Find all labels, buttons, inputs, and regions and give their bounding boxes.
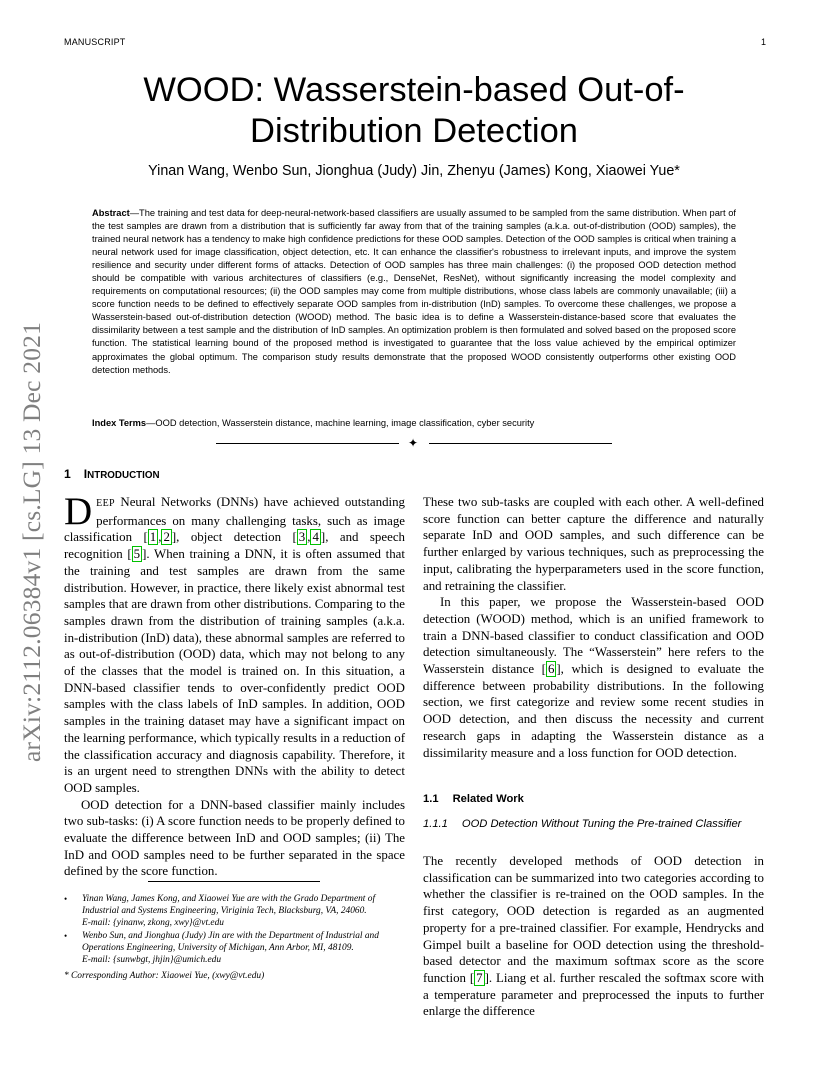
running-header: MANUSCRIPT [64, 37, 126, 47]
right-column-top [423, 494, 764, 761]
bullet-icon: • [64, 931, 68, 942]
footnote-corresponding-author: * Corresponding Author: Xiaowei Yue, (xwy@vt.edu) [64, 970, 265, 981]
section-title-rest: NTRODUCTION [87, 470, 160, 481]
citation-link[interactable]: 3 [298, 530, 306, 545]
subsection-heading-related-work [423, 793, 524, 805]
footnote-email: E-mail: {yinanw, zkong, xwy}@vt.edu [82, 917, 224, 928]
drop-cap-continuation: EEP [96, 498, 115, 509]
divider-rule-right [429, 443, 612, 444]
citation-link[interactable]: 1 [149, 530, 157, 545]
abstract-text: —The training and test data for deep-neural-network-based classifiers are usually assumed to be sampled from the same distribution. When part of the test samples are drawn from a distribution that is sufficiently far away from that of the training samples (a.k.a. out-of-distribution (OOD) samples), the trained neural network has a tendency to make high confidence predictions for these OOD samples. Detection of the OOD samples is critical when training a neural network used for image classification, object detection, etc. It can enhance the classifier's robustness to irrelevant inputs, and improve the system resilience and security under different forms of attacks. Detection of OOD samples has three main challenges: (i) the proposed OOD detection method should be compatible with various architectures of classifiers (e.g., DenseNet, ResNet), without significantly increasing the model complexity and requirements on computational resources; (ii) the OOD samples may come from multiple distributions, whose class labels are commonly unavailable; (iii) a score function needs to be defined to effectively separate OOD samples from in-distribution (InD) samples. To overcome these challenges, we propose a Wasserstein-based out-of-distribution detection (WOOD) method. The basic idea is to define a Wasserstein-distance-based score that evaluates the dissimilarity between a test sample and the distribution of InD samples. An optimization problem is then formulated and solved based on the proposed score function. The statistical learning bound of the proposed method is investigated to guarantee that the loss value achieved by the empirical optimizer approximates the global optimum. The comparison study results demonstrate that the proposed WOOD consistently outperforms other existing OOD detection methods. [92, 208, 736, 375]
index-terms-label: Index Terms [92, 418, 147, 428]
citation-link[interactable]: 6 [547, 662, 555, 677]
footnote-text: Wenbo Sun, and Jionghua (Judy) Jin are with the Department of Industrial and Operations Engineering, University of Michigan, Ann Arbor, MI, 48109. [82, 931, 379, 954]
abstract-label: Abstract [92, 208, 130, 218]
right-column-bottom [423, 853, 764, 1020]
arxiv-stamp: arXiv:2112.06384v1 [cs.LG] 13 Dec 2021 [17, 321, 46, 762]
left-column [64, 490, 405, 880]
subsubsection-number: 1.1.1 [423, 818, 448, 830]
subsubsection-title: OOD Detection Without Tuning the Pre-trained Classifier [461, 818, 742, 830]
text-run: ], and speech recognition [ [64, 530, 405, 562]
paragraph-intro-3: These two sub-tasks are coupled with each other. A well-defined score function can better capture the difference and naturally separate InD and OOD samples, and such difference can be further enlarged by various techniques, such as preprocessing the input, calibrating the hyperparameters used in the score function, and retraining the classifier. [423, 495, 764, 593]
paper-title: WOOD: Wasserstein-based Out-of-Distribution Detection [143, 71, 685, 150]
abstract [92, 207, 736, 377]
text-run: ]. Liang et al. further rescaled the softmax score with a temperature parameter and preprocessed the inputs to further enlarge the difference [423, 970, 764, 1019]
diamond-icon: ✦ [408, 436, 419, 450]
citation-link[interactable]: 5 [133, 547, 141, 562]
index-terms-text: —OOD detection, Wasserstein distance, machine learning, image classification, cyber security [146, 418, 535, 428]
page-number: 1 [760, 37, 766, 47]
citation-link[interactable]: 2 [163, 530, 170, 545]
citation-link[interactable]: 7 [476, 970, 483, 985]
author-list: Yinan Wang, Wenbo Sun, Jionghua (Judy) Jin, Zhenyu (James) Kong, Xiaowei Yue* [148, 163, 680, 179]
footnote-email: E-mail: {sunwbgt, jhjin}@umich.edu [82, 954, 222, 965]
paragraph-related-work [423, 853, 764, 1020]
text-run: The recently developed methods of OOD detection in classification can be summarized into two categories according to whether the classifier is re-trained on the OOD samples. In the first category, OOD detection is regarded as an augmented property for a pre-trained classifier. For example, Hendrycks and Gimpel built a baseline for OOD detection using the threshold-based detector and the maximum softmax score as the score function [ [423, 854, 764, 985]
paragraph-intro-2: OOD detection for a DNN-based classifier mainly includes two sub-tasks: (i) A score function needs to be properly defined to evaluate the difference between InD and OOD samples; (ii) The InD and OOD samples need to be further separated in the space defined by the score function. [64, 797, 405, 879]
index-terms [92, 417, 736, 430]
bullet-icon: • [64, 894, 68, 904]
text-run: Neural Networks (DNNs) have achieved outstanding performances on many challenging tasks, such as image classification [ [64, 495, 405, 545]
citation-link[interactable]: 4 [312, 530, 319, 545]
paragraph-intro-4 [423, 594, 764, 761]
section-divider [216, 436, 612, 450]
footnotes [64, 894, 405, 983]
section-title-initial: I [83, 467, 88, 481]
text-run: ], object detection [ [171, 530, 297, 545]
subsubsection-heading [423, 816, 764, 833]
footnote-text: Yinan Wang, James Kong, and Xiaowei Yue are with the Grado Department of Industrial and Systems Engineering, Viriginia Tech, Blacksburg, VA, 24060. [82, 894, 376, 916]
divider-rule-left [216, 443, 399, 444]
text-run: , [307, 530, 311, 545]
section-number: 1 [64, 467, 71, 481]
text-run: ]. When training a DNN, it is often assumed that the training and test samples are drawn from the same distribution. However, in practice, there likely exist abnormal test samples that are drawn from other distributions. Comparing to the samples drawn from the distribution of training samples (a.k.a. in-distribution (InD) data), these abnormal samples are referred to as out-of-distribution (OOD) data, which may not belong to any of the classes that the model is trained on. In this situation, a DNN-based classifier tends to over-confidently predict OOD samples with the class labels of InD samples. In addition, OOD samples in the training dataset may have a significant impact on the learning performance, which typically results in a reduction of the classification accuracy and diagnosis capability. Therefore, it is an urgent need to strengthen DNNs with the ability to detect OOD samples. [64, 547, 405, 795]
text-run: In this paper, we propose the Wasserstein-based OOD detection (WOOD) method, which is an unified framework to train a DNN-based classifier to conduct classification and OOD detection simultaneously. The “Wasserstein” here refers to the Wasserstein distance [ [423, 595, 764, 677]
text-run: , [158, 530, 162, 545]
paragraph-intro-1 [64, 490, 405, 797]
drop-cap: D [64, 490, 93, 533]
section-heading-introduction [64, 467, 160, 481]
footnote-affiliation-1 [64, 894, 405, 929]
footnote-affiliation-2 [64, 931, 405, 966]
subsection-title: Related Work [452, 793, 524, 805]
subsection-number: 1.1 [423, 793, 439, 805]
footnote-rule [148, 881, 320, 882]
text-run: ], which is designed to evaluate the difference between probability distributions. In the following section, we first categorize and review some recent studies in OOD detection, and then discuss the necessity and current research gaps in adapting the Wasserstein distance as a dissimilarity measure and a loss function for OOD detection. [423, 662, 764, 760]
